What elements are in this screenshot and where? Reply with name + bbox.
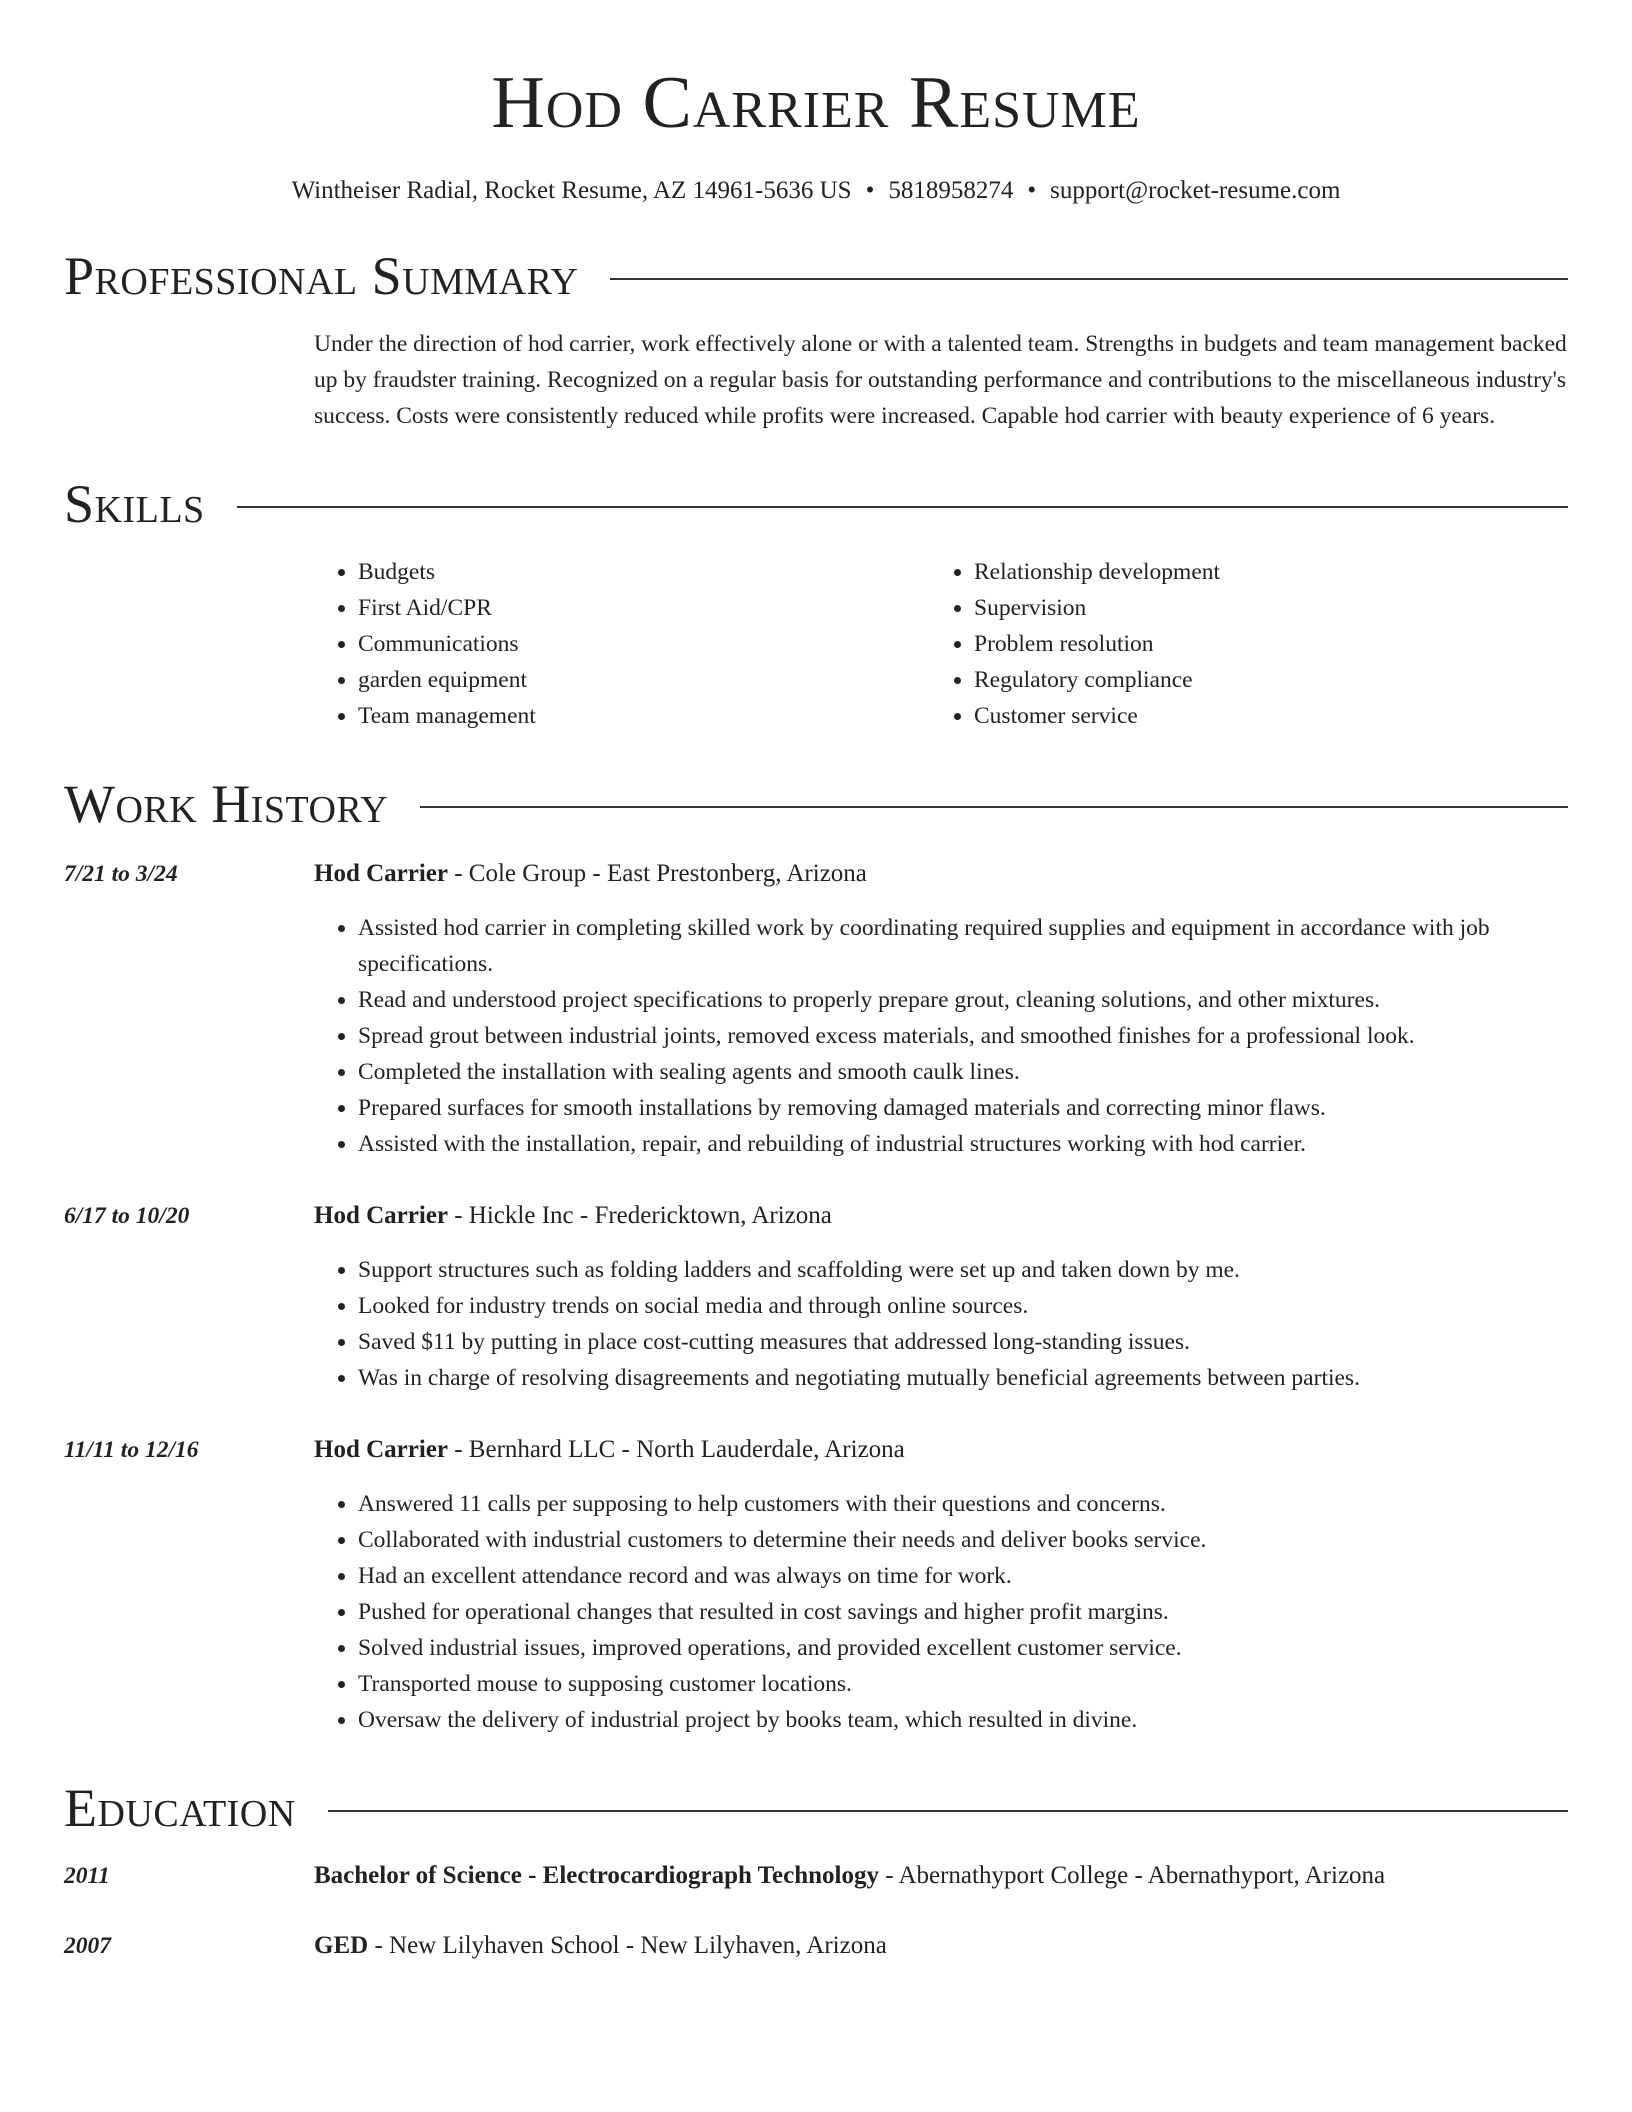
education-entry (64, 1928, 1568, 1964)
job-heading (314, 1432, 1568, 1468)
job-body (314, 1432, 1568, 1738)
job-bullet: • Pushed for operational changes that resulted in cost savings and higher profit margins. (358, 1594, 1568, 1630)
skill-item: • Supervision (974, 590, 1546, 626)
job-bullet: • Had an excellent attendance record and was always on time for work. (358, 1558, 1568, 1594)
job-bullet: • Assisted with the installation, repair, and rebuilding of industrial structures working with hod carrier. (358, 1126, 1568, 1162)
job-bullet: • Collaborated with industrial customers to determine their needs and deliver books service. (358, 1522, 1568, 1558)
contact-separator: • (865, 177, 875, 204)
job-bullet: • Prepared surfaces for smooth installations by removing damaged materials and correcting minor flaws. (358, 1090, 1568, 1126)
job-heading (314, 1198, 1568, 1234)
education-heading: Education (64, 1778, 296, 1838)
summary-text: Under the direction of hod carrier, work effectively alone or with a talented team. Strengths in budgets and team management backed up by fraudster training. Recognized on a regular basis for outstanding performance and contributions to the miscellaneous industry's success. Costs were consistently reduced while profits were increased. Capable hod carrier with beauty experience of 6 years. (314, 331, 1567, 429)
education-section-header (64, 1776, 1568, 1840)
job-bullets (314, 1486, 1568, 1738)
job-body (314, 856, 1568, 1162)
education-entry (64, 1858, 1568, 1894)
skill-item: • Team management (358, 698, 930, 734)
job-dates: 11/11 to 12/16 (64, 1437, 199, 1463)
job-bullets (314, 910, 1568, 1162)
skill-item: • First Aid/CPR (358, 590, 930, 626)
skill-item: • Regulatory compliance (974, 662, 1546, 698)
job-bullet: • Saved $11 by putting in place cost-cutting measures that addressed long-standing issues. (358, 1324, 1568, 1360)
job-bullet: • Oversaw the delivery of industrial project by books team, which resulted in divine. (358, 1702, 1568, 1738)
section-divider (237, 506, 1568, 508)
skills-section-header (64, 472, 1568, 536)
work-heading: Work History (64, 774, 389, 834)
education-degree: Bachelor of Science - Electrocardiograph Technology (314, 1862, 880, 1889)
skill-item: • Budgets (358, 554, 930, 590)
job-title: Hod Carrier (314, 860, 448, 887)
job-bullets (314, 1252, 1568, 1396)
contact-phone: 5818958274 (888, 177, 1014, 204)
contact-line (64, 176, 1568, 206)
summary-section-header (64, 244, 1568, 308)
job-bullet: • Assisted hod carrier in completing skilled work by coordinating required supplies and equipment in accordance with job specifications. (358, 910, 1568, 982)
job-entry (64, 1432, 1568, 1738)
job-title: Hod Carrier (314, 1436, 448, 1463)
skill-item: • garden equipment (358, 662, 930, 698)
job-bullet: • Looked for industry trends on social media and through online sources. (358, 1288, 1568, 1324)
contact-address: Wintheiser Radial, Rocket Resume, AZ 14961-5636 US (291, 177, 852, 204)
skills-list (314, 554, 1568, 734)
job-bullet: • Spread grout between industrial joints, removed excess materials, and smoothed finishes for a professional look. (358, 1018, 1568, 1054)
job-title: Hod Carrier (314, 1202, 448, 1229)
job-dates: 6/17 to 10/20 (64, 1203, 190, 1229)
job-bullet: • Read and understood project specifications to properly prepare grout, cleaning solutions, and other mixtures. (358, 982, 1568, 1018)
section-divider (610, 278, 1568, 280)
skill-item: • Problem resolution (974, 626, 1546, 662)
job-details: - Cole Group - East Prestonberg, Arizona (447, 860, 867, 887)
job-bullet: • Solved industrial issues, improved operations, and provided excellent customer service. (358, 1630, 1568, 1666)
job-body (314, 1198, 1568, 1396)
work-section-header (64, 772, 1568, 836)
section-divider (420, 806, 1568, 808)
resume-title: Hod Carrier Resume (491, 62, 1141, 144)
contact-separator: • (1027, 177, 1037, 204)
education-year: 2007 (64, 1933, 111, 1959)
education-degree: GED (314, 1932, 369, 1959)
education-heading-line (314, 1858, 1385, 1894)
skill-item: • Customer service (974, 698, 1546, 734)
education-details: - Abernathyport College - Abernathyport, Arizona (879, 1862, 1386, 1889)
job-details: - Bernhard LLC - North Lauderdale, Arizona (447, 1436, 905, 1463)
skills-column-left (314, 554, 930, 734)
job-bullet: • Was in charge of resolving disagreements and negotiating mutually beneficial agreements between parties. (358, 1360, 1568, 1396)
skills-heading: Skills (64, 474, 205, 534)
job-bullet: • Answered 11 calls per supposing to help customers with their questions and concerns. (358, 1486, 1568, 1522)
job-bullet: • Support structures such as folding ladders and scaffolding were set up and taken down by me. (358, 1252, 1568, 1288)
education-heading-line (314, 1928, 887, 1964)
education-details: - New Lilyhaven School - New Lilyhaven, Arizona (368, 1932, 887, 1959)
job-bullet: • Completed the installation with sealing agents and smooth caulk lines. (358, 1054, 1568, 1090)
education-year: 2011 (64, 1863, 110, 1889)
section-divider (328, 1810, 1568, 1812)
skill-item: • Relationship development (974, 554, 1546, 590)
skill-item: • Communications (358, 626, 930, 662)
job-details: - Hickle Inc - Fredericktown, Arizona (447, 1202, 832, 1229)
contact-email: support@rocket-resume.com (1050, 177, 1341, 204)
job-heading (314, 856, 1568, 892)
skills-column-right (930, 554, 1546, 734)
job-entry (64, 856, 1568, 1162)
job-bullet: • Transported mouse to supposing customer locations. (358, 1666, 1568, 1702)
job-entry (64, 1198, 1568, 1396)
summary-heading: Professional Summary (64, 246, 579, 306)
job-dates: 7/21 to 3/24 (64, 861, 178, 887)
